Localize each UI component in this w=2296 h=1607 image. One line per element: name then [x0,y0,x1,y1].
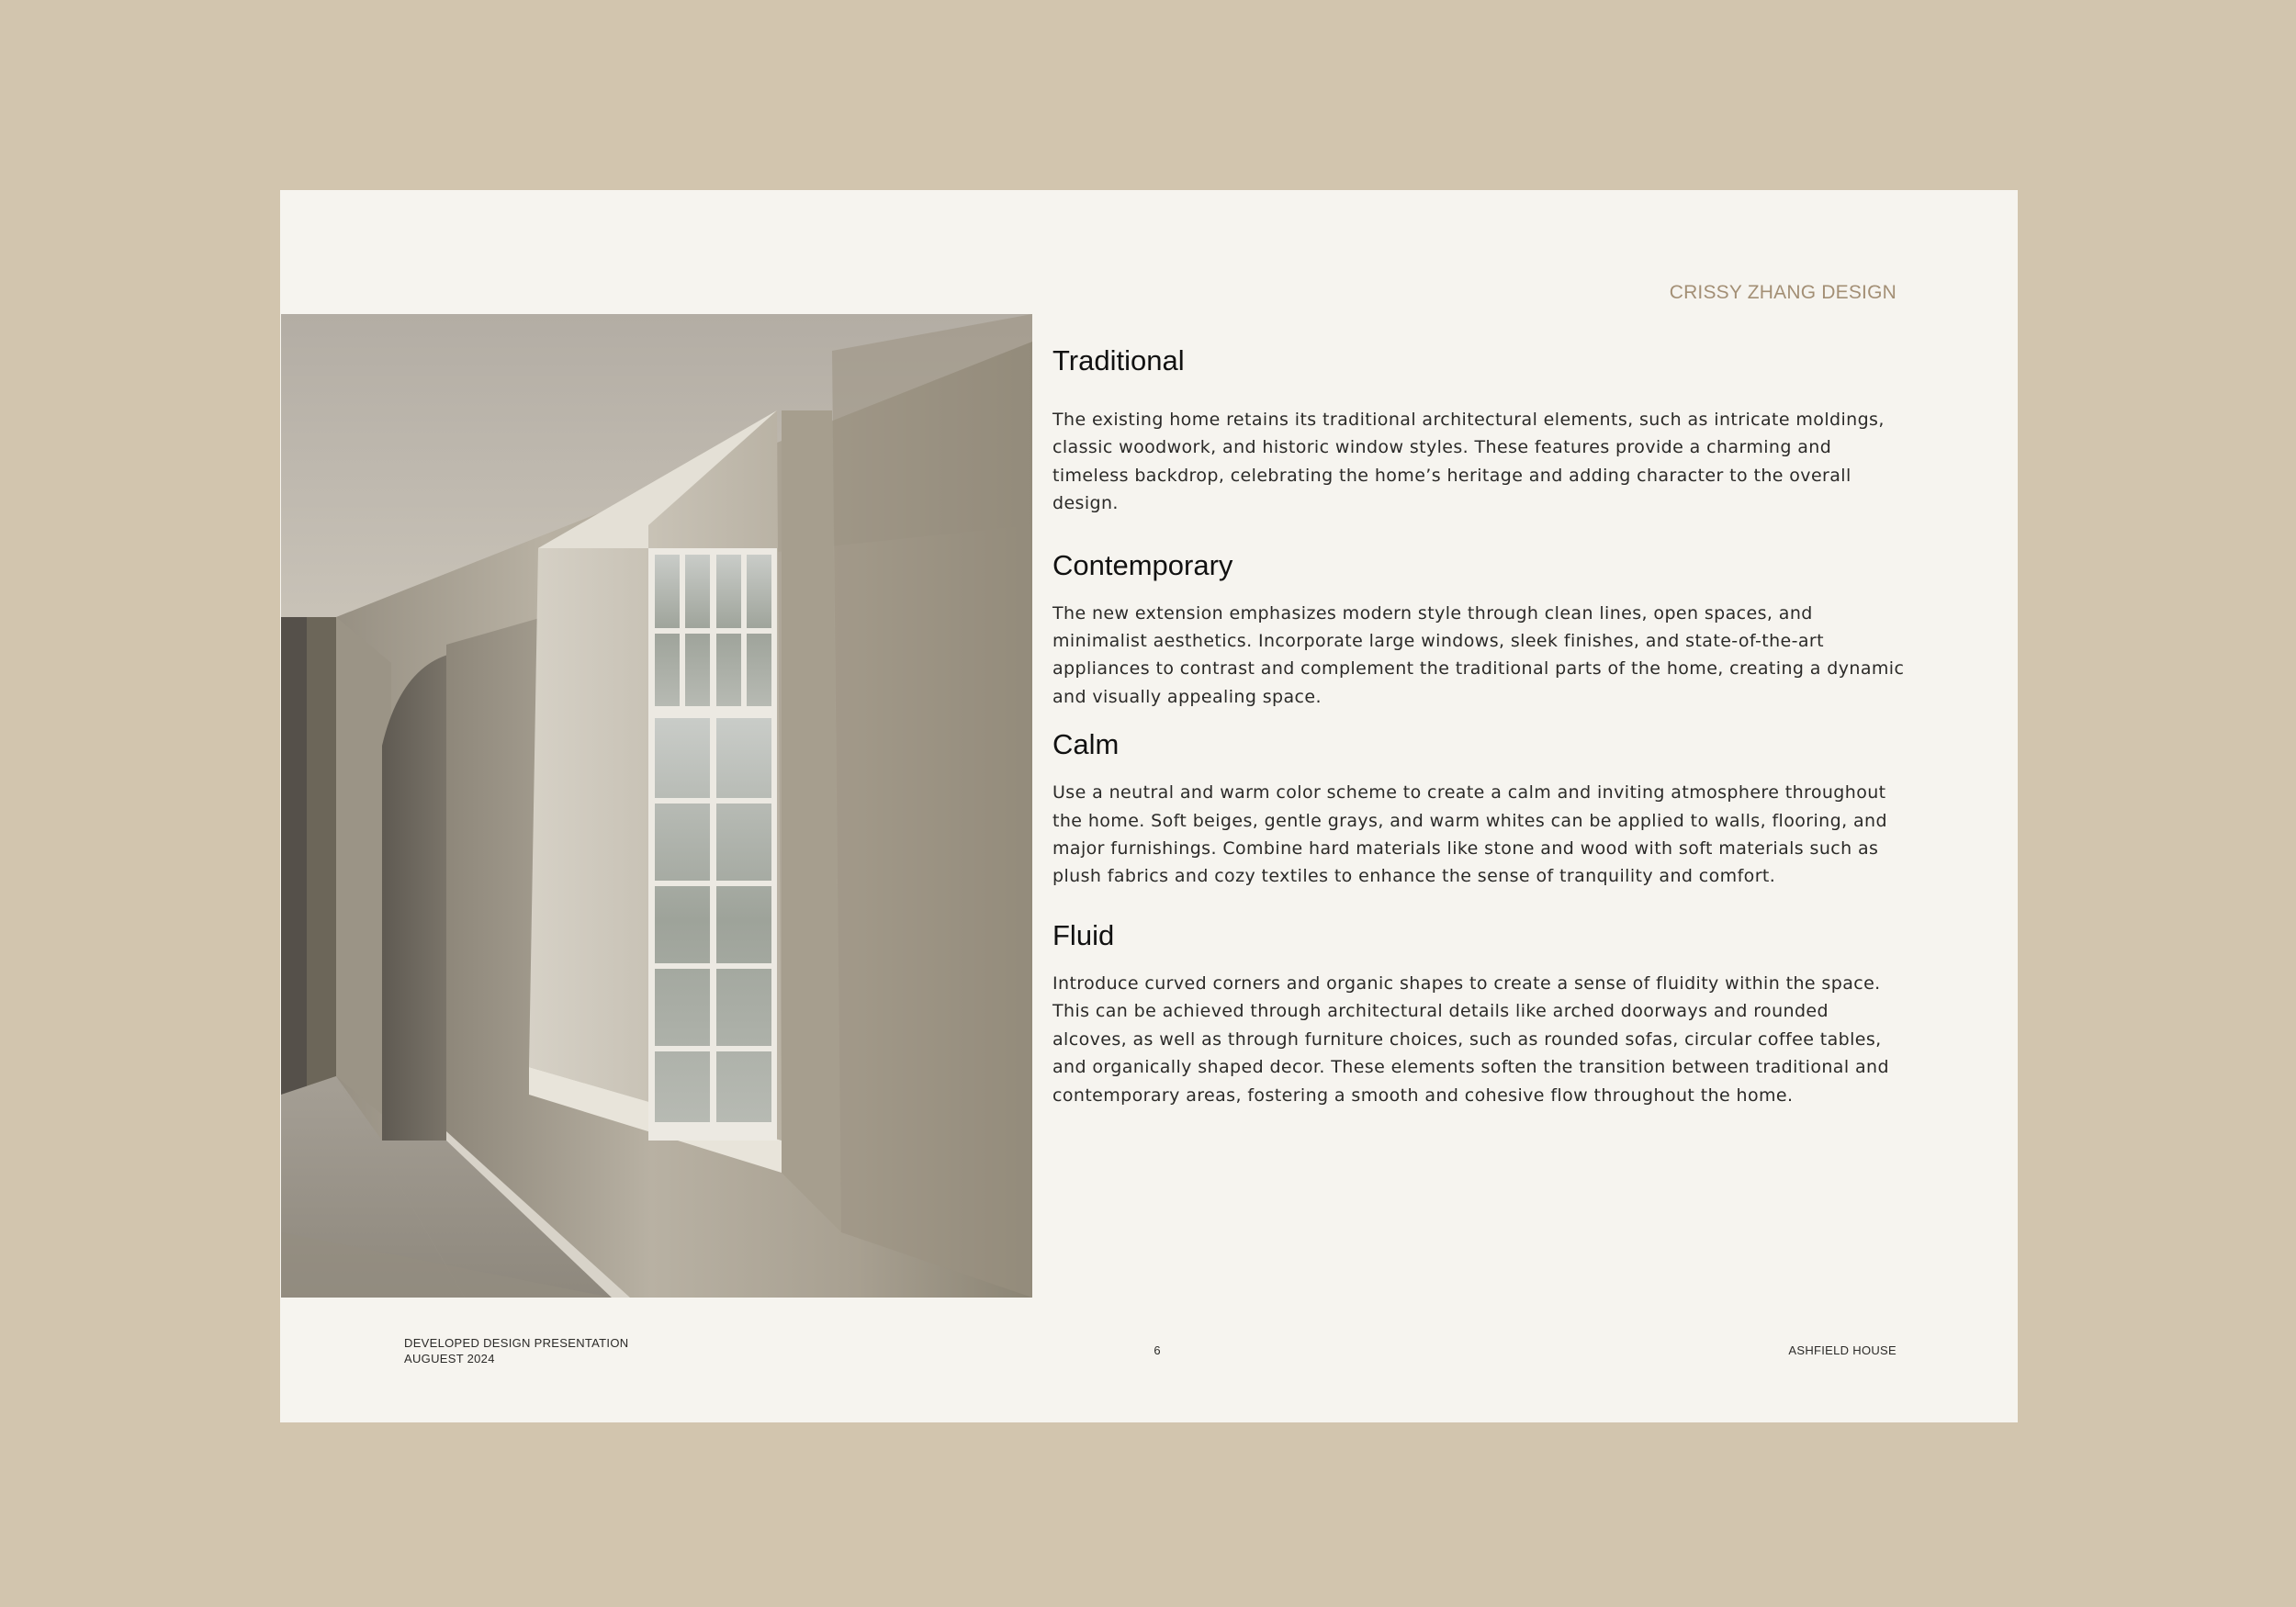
section-title: Contemporary [1052,548,1233,581]
section-contemporary [1052,548,1907,712]
footer-presentation-info [404,1335,628,1366]
section-body: Use a neutral and warm color scheme to create a calm and inviting atmosphere throughout the home. Soft beiges, gentle grays, and warm whites can be applied to walls, flooring, and major furnishings. Combine hard materials like stone and wood with soft materials such as plush fabrics and cozy textiles to enhance the sense of tranquility and comfort. [1052,782,1887,887]
presentation-page [280,190,2018,1422]
section-title: Fluid [1052,918,1115,951]
section-calm [1052,727,1907,891]
section-title: Traditional [1052,344,1185,376]
brand-name: CRISSY ZHANG DESIGN [1669,282,1896,303]
section-body: The existing home retains its traditional architectural elements, such as intricate moldings, classic woodwork, and historic window styles. These features provide a charming and timeless backdrop, celebrating the home’s heritage and adding character to the overall design. [1052,410,1885,514]
footer-presentation-title: DEVELOPED DESIGN PRESENTATION [404,1336,629,1350]
section-body: The new extension emphasizes modern style through clean lines, open spaces, and minimalist aesthetics. Incorporate large windows, sleek finishes, and state-of-the-art appliances to contrast and complement the traditional parts of the home, creating a dynamic and visually appealing space. [1052,602,1905,707]
footer-project-name: ASHFIELD HOUSE [1788,1343,1896,1357]
section-fluid [1052,918,1907,1109]
footer-date: AUGUEST 2024 [404,1352,495,1365]
section-traditional [1052,343,1907,518]
page-number: 6 [1154,1343,1161,1357]
section-body: Introduce curved corners and organic shapes to create a sense of fluidity within the space. This can be achieved through architectural details like arched doorways and rounded alcoves, as well as through furniture choices, such as rounded sofas, circular coffee tables, and organically shaped decor. These elements soften the transition between traditional and contemporary areas, fostering a smooth and cohesive flow throughout the home. [1052,972,1889,1106]
section-title: Calm [1052,728,1120,761]
design-principles [1052,343,1907,1109]
interior-photo [281,314,1032,1298]
